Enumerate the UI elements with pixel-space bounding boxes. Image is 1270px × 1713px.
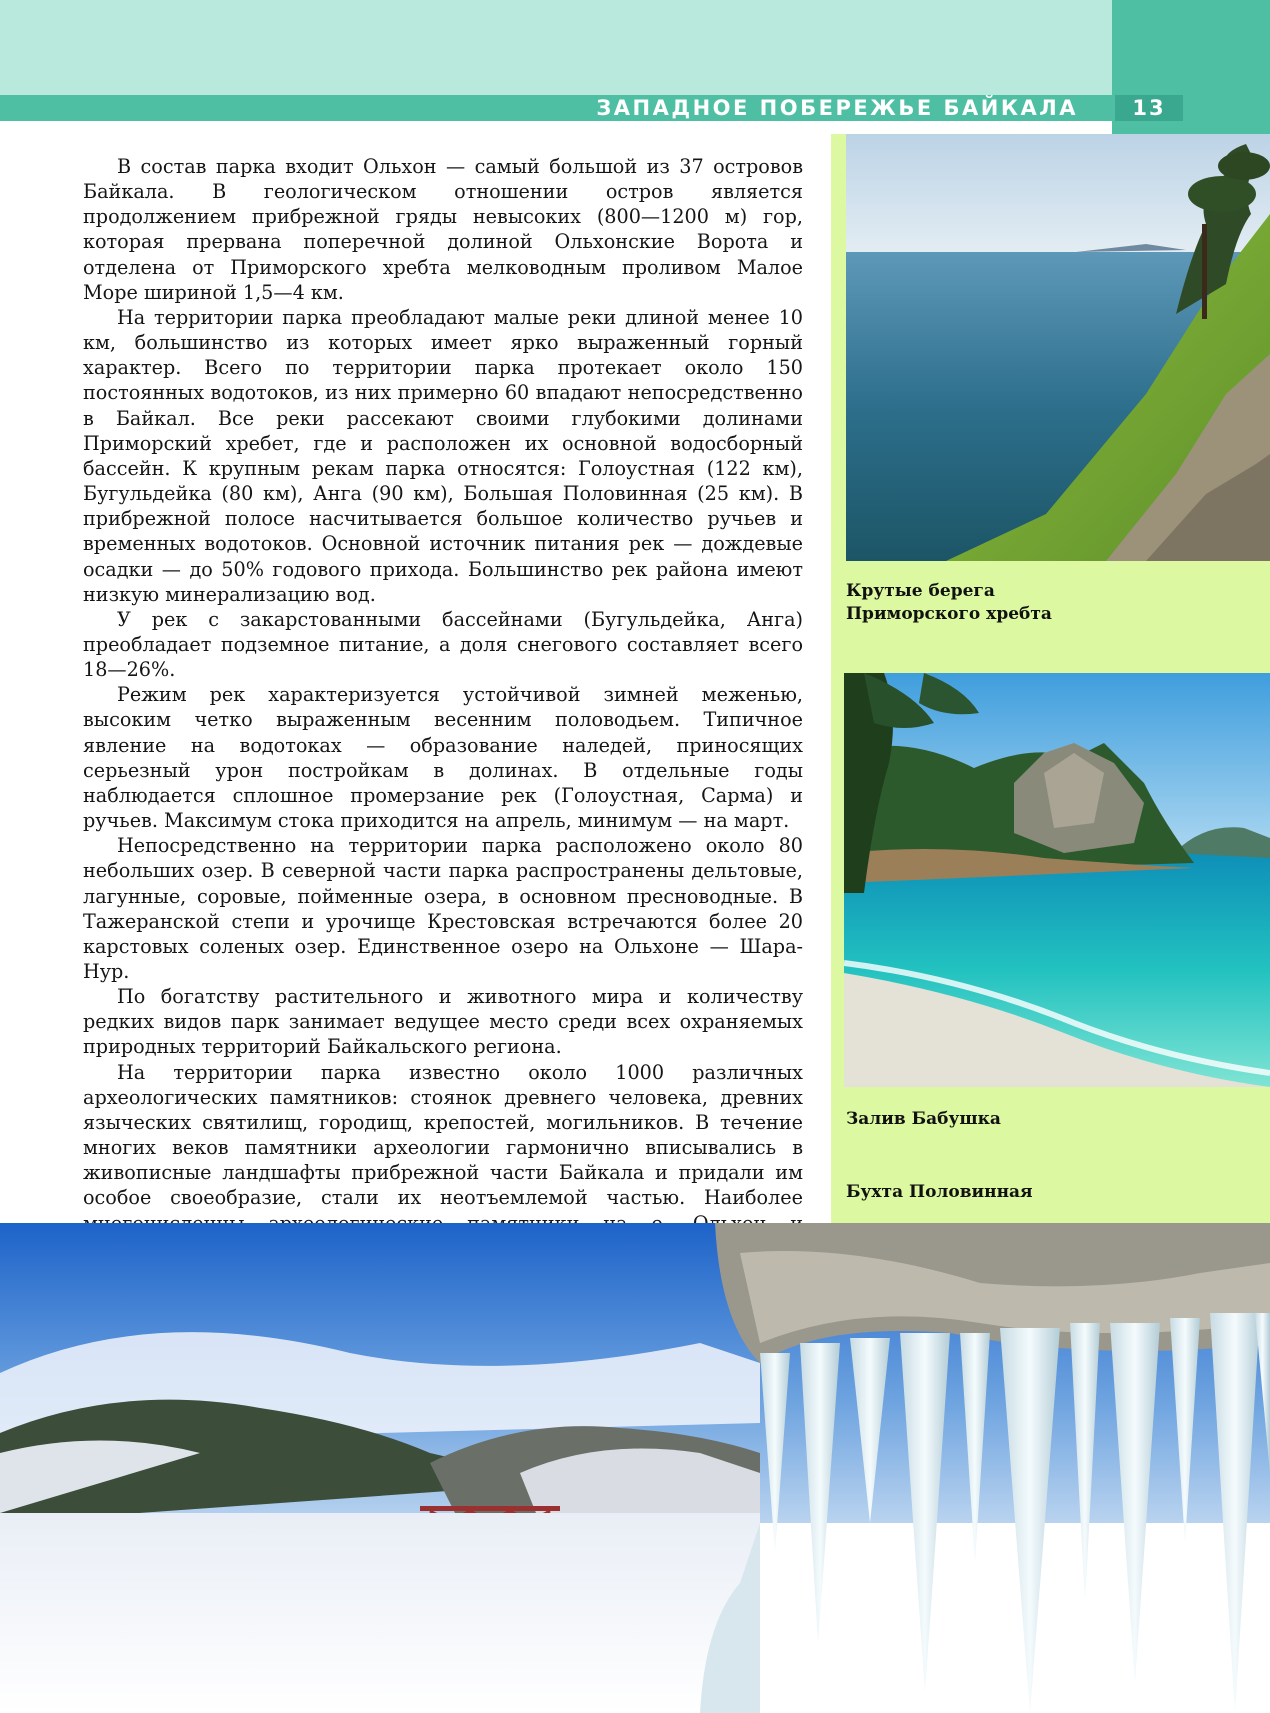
page-number: 13	[1132, 96, 1166, 120]
photo-winter-baikal	[0, 1223, 1270, 1713]
article-body	[83, 154, 803, 1336]
paragraph: По богатству растительного и животного мира и количеству редких видов парк занимает ведущее место среди всех охраняемых природных территорий Байкальского региона.	[83, 985, 803, 1059]
caption-line: Крутые берега	[846, 581, 995, 601]
photo-caption-steep-shore	[846, 580, 1246, 626]
photo-caption-polovinnaya-bay: Бухта Половинная	[846, 1182, 1033, 1202]
caption-line: Приморского хребта	[846, 604, 1052, 624]
paragraph: На территории парка известно около 1000 различных археологических памятников: стоянок древнего человека, древних языческих святилищ, городищ, крепостей, могильников. В течение многих веков памятники археологии гармонично вписывались в живописные ландшафты прибрежной части Байкала и придали им особое своеобразие, стали их неотъемлемой частью. Наиболее	[83, 1060, 803, 1210]
header-band	[0, 0, 1112, 95]
photo-babushka-bay	[844, 673, 1270, 1087]
paragraph: Режим рек характеризуется устойчивой зимней меженью, высоким четко выраженным весенним половодьем. Типичное явление на водотоках — образование наледей, приносящих серьезный урон постройкам в долинах. В отдельные годы наблюдается сплошное промерзание рек (Голоустная, Сарма) и ручьев. Максимум стока приходится на апрель, минимум — на март.	[83, 683, 803, 833]
photo-caption-babushka-bay: Залив Бабушка	[846, 1109, 1001, 1129]
photo-steep-shore	[846, 134, 1270, 561]
section-title: ЗАПАДНОЕ ПОБЕРЕЖЬЕ БАЙКАЛА	[596, 96, 1078, 120]
paragraph: На территории парка преобладают малые реки длиной менее 10 км, большинство из которых имеет ярко выраженный горный характер. Всего по территории парка протекает около 150 постоянных водотоков, из них примерно 60 впадают непосредственно в Байкал. Все реки рассекают своими глубокими долинами Приморский хребет, где и расположен их основной водосборный бассейн. К крупным рекам парка относятся: Голоустная (122 км), Бугульдейка (80 км), Анга (90 км), Большая Половинная (25 км). В прибрежной полосе насчитывается большое количество ручьев и временных водотоков. Основной источник питания рек — дождевые осадки — до 50% годового прихода. Большинство рек района имеют низкую минерализацию вод.	[83, 305, 803, 606]
paragraph: У рек с закарстованными бассейнами (Бугульдейка, Анга) преобладает подземное питание, а доля снегового составляет всего 18—26%.	[83, 607, 803, 682]
paragraph: В состав парка входит Ольхон — самый большой из 37 островов Байкала. В геологическом отношении остров является продолжением прибрежной гряды невысоких (800—1200 м) гор, которая прервана поперечной долиной Ольхонские Ворота и отделена от Приморского хребта мелководным проливом Малое Море шириной 1,5—4 км.	[83, 155, 803, 304]
paragraph: Непосредственно на территории парка расположено около 80 небольших озер. В северной части парка распространены дельтовые, лагунные, соровые, пойменные озера, в основном пресноводные. В Тажеранской степи и урочище Крестовская встречаются более 20 карстовых соленых озер. Единственное озеро на Ольхоне — Шара-Нур.	[83, 834, 803, 983]
